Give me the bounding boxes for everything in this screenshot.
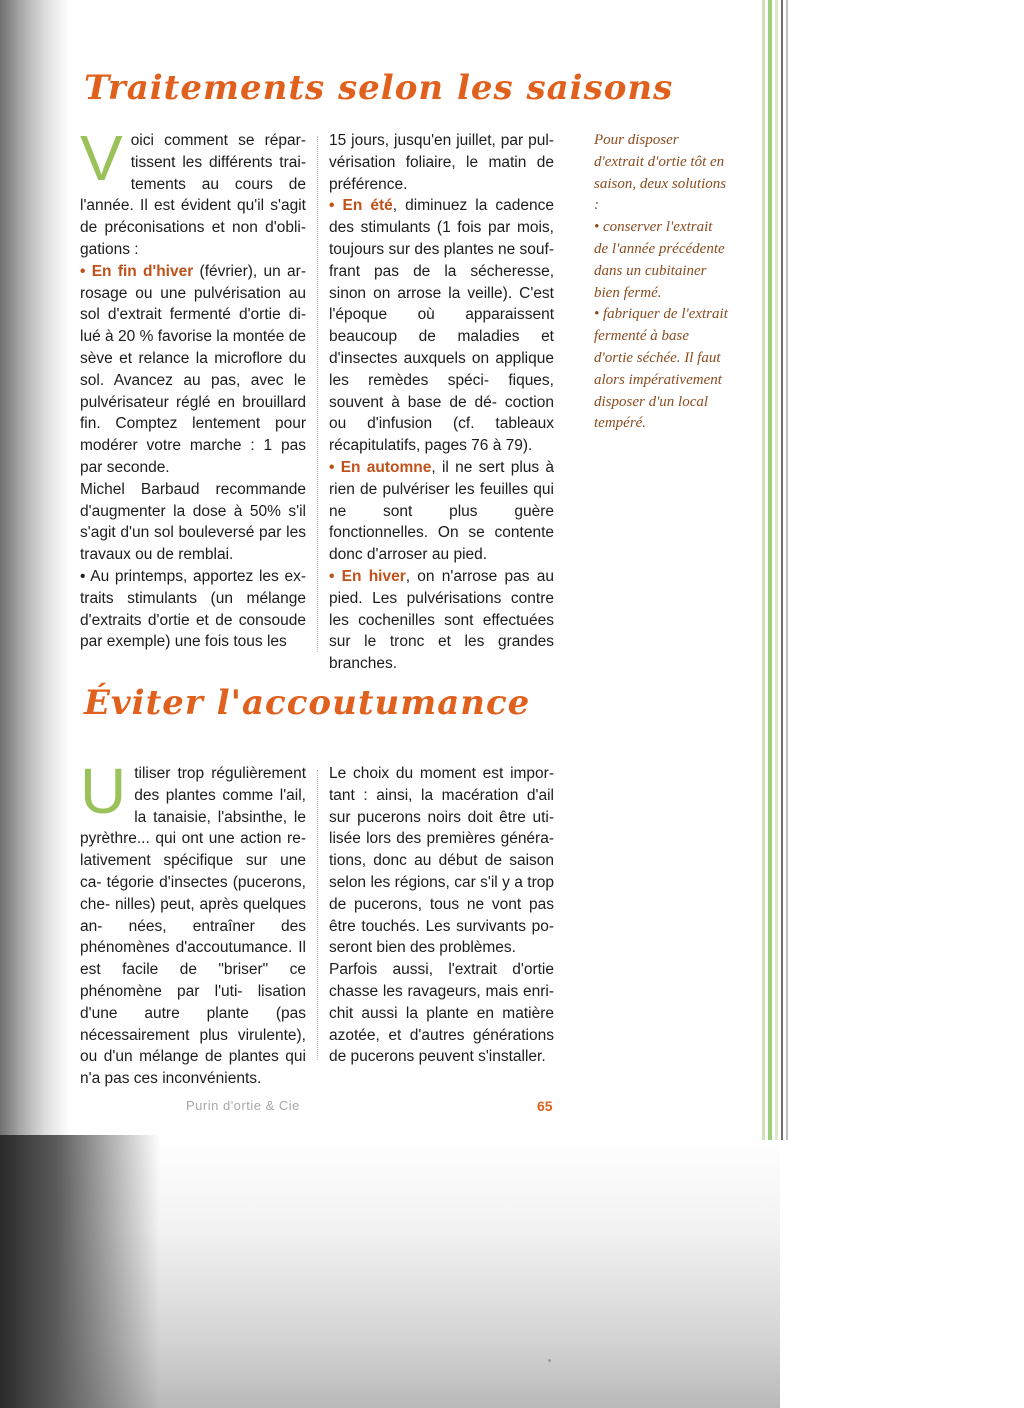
page-number: 65: [537, 1098, 553, 1114]
keyword-ete: En été: [342, 197, 393, 215]
keyword-hiver: En hiver: [341, 567, 406, 585]
item-text: , on n'arrose pas au pied. Les pulvérisations contre les cochenilles sont effectuées sur le tronc et les grandes branches.: [329, 567, 554, 673]
sidebar-item: • conserver l'extrait de l'année précédente dans un cubitainer bien fermé.: [594, 219, 725, 301]
keyword-fin-hiver: En fin d'hiver: [91, 262, 194, 280]
item-text: , diminuez la cadence des stimulants (1 fois par mois, toujours sur des plantes ne souf- frant pas de la sécheresse, sinon on arrose la veille). C'est l'époque où apparaissent beaucoup de maladies et d'insectes auxquels on applique les remèdes spéci- fiques, souvent à base de dé- coction ou d'infusion (cf. tableaux récapitulatifs, pages 76 à 79).: [329, 197, 554, 455]
intro-text: tiliser trop régulièrement des plantes comme l'ail, la tanaisie, l'absinthe, le pyrèthre... qui ont une action re- lativement spécifique sur une ca- tégorie d'insectes (pucerons, che- nilles) peut, après quelques an- nées, entraîner des phénomènes d'accoutumance. Il est facile de "briser" ce phénomène par l'uti- lisation d'une autre plante (pas nécessairement plus virulente), ou d'un mélange de plantes qui n'a pas ces inconvénients.: [80, 765, 306, 1088]
section2-column-2: [329, 763, 554, 1068]
bullet: •: [329, 567, 342, 585]
drop-cap: V: [80, 122, 123, 194]
scan-speck: [548, 1359, 551, 1362]
column-divider: [317, 770, 318, 1060]
intro-paragraph: [80, 755, 306, 1090]
intro-paragraph: [80, 122, 306, 261]
page-edge-strip: [786, 0, 788, 1140]
section1-column-1: [80, 122, 306, 653]
bullet: •: [329, 197, 343, 215]
sidebar-note: [594, 130, 730, 435]
section-title-traitements: Traitements selon les saisons: [84, 68, 674, 108]
continuation-paragraph: 15 jours, jusqu'en juillet, par pul- vérisation foliaire, le matin de préférence.: [329, 132, 554, 193]
list-item-printemps: • Au printemps, apportez les ex- traits stimulants (un mélange d'extraits d'ortie et de consoude par exemple) une fois tous les: [80, 567, 306, 651]
page-edge-strip: [762, 0, 765, 1140]
section1-column-2: [329, 130, 554, 675]
list-item-automne: [329, 457, 554, 566]
sidebar-intro: Pour disposer d'extrait d'ortie tôt en saison, deux solutions :: [594, 132, 727, 214]
section-title-accoutumance: Éviter l'accoutumance: [84, 683, 531, 723]
page-edge-strip: [781, 0, 783, 1140]
paragraph-michel-barbaud: Michel Barbaud recommande d'augmenter la dose à 50% s'il s'agit d'un sol bouleversé par les travaux ou de remblai.: [80, 480, 306, 564]
list-item-hiver: [329, 566, 554, 675]
section2-column-1: [80, 755, 306, 1090]
page-edge-strip: [775, 0, 778, 1140]
running-footer-title: Purin d'ortie & Cie: [186, 1098, 300, 1113]
list-item-fin-hiver: [80, 261, 306, 479]
bullet: •: [80, 262, 92, 280]
item-text: , il ne sert plus à rien de pulvériser les feuilles qui ne sont plus guère fonctionnelles. On se contente donc d'arroser au pied.: [329, 458, 555, 564]
page-edge-strip: [768, 0, 772, 1140]
drop-cap: U: [80, 755, 127, 827]
item-text: (février), un ar- rosage ou une pulvérisation au sol d'extrait fermenté d'ortie di- lué à 20 % favorise la montée de sève et relance la microflore du sol. Avancez au pas, avec le pulvérisateur réglé en brouillard fin. Comptez lentement pour modérer votre marche : 1 pas par seconde.: [80, 262, 306, 476]
intro-text: oici comment se répar- tissent les différents trai- tements au cours de l'année. Il est évident qu'il s'agit de préconisations et non d'obli- gations :: [80, 132, 306, 258]
list-item-ete: [329, 195, 554, 457]
bullet: •: [329, 458, 341, 476]
page-corner-shadow: [0, 1135, 160, 1408]
column-divider: [317, 136, 318, 652]
keyword-automne: En automne: [340, 458, 432, 476]
paragraph: Parfois aussi, l'extrait d'ortie chasse les ravageurs, mais enri- chit aussi la plante en matière azotée, et d'autres générations de pucerons peuvent s'installer.: [329, 961, 554, 1066]
paragraph: Le choix du moment est impor- tant : ainsi, la macération d'ail sur pucerons noirs doit être uti- lisée lors des premières généra- tions, donc au début de saison selon les régions, car s'il y a trop de pucerons, tous ne vont pas être touchés. Les survivants po- seront bien des problèmes.: [329, 765, 554, 957]
sidebar-item: • fabriquer de l'extrait fermenté à base d'ortie séchée. Il faut alors impérativement disposer d'un local tempéré.: [594, 306, 728, 432]
